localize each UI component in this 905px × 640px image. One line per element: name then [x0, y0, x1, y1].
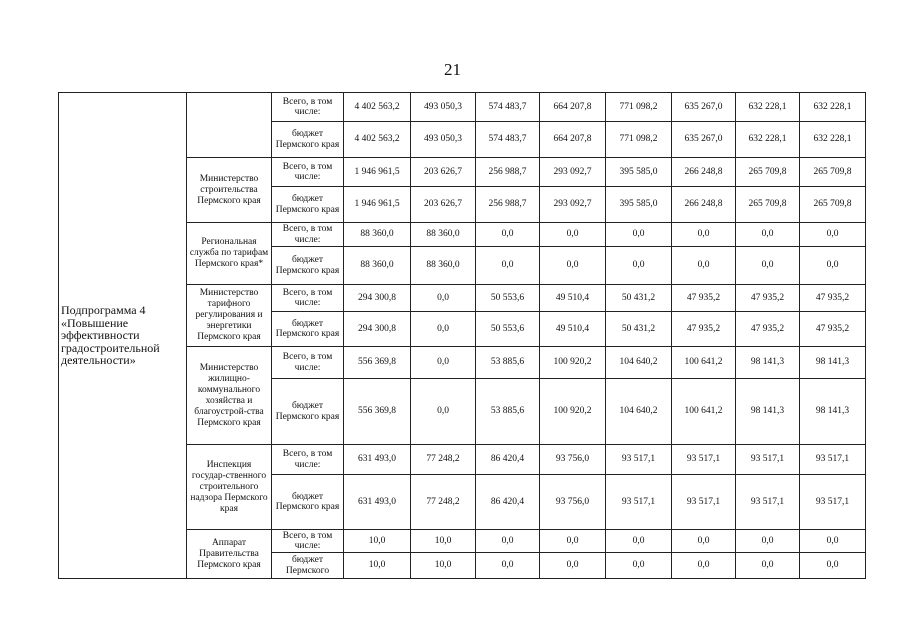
amount-cell: 0,0 [411, 379, 476, 445]
amount-cell: 266 248,8 [672, 187, 736, 223]
amount-cell: 293 092,7 [540, 158, 606, 187]
amount-cell: 632 228,1 [800, 122, 866, 158]
amount-cell: 47 935,2 [672, 312, 736, 347]
amount-cell: 93 517,1 [800, 475, 866, 530]
amount-cell: 10,0 [411, 530, 476, 553]
amount-cell: 98 141,3 [736, 347, 800, 379]
amount-cell: 635 267,0 [672, 122, 736, 158]
amount-cell: 1 946 961,5 [344, 187, 411, 223]
amount-cell: 47 935,2 [736, 285, 800, 312]
amount-cell: 88 360,0 [411, 223, 476, 247]
amount-cell: 0,0 [672, 530, 736, 553]
executor-cell: Министерство строительства Пермского края [187, 158, 272, 223]
amount-cell: 632 228,1 [800, 93, 866, 122]
executor-cell: Инспекция государ-ственного строительного надзора Пермского края [187, 445, 272, 530]
amount-cell: 4 402 563,2 [344, 93, 411, 122]
amount-cell: 0,0 [411, 285, 476, 312]
amount-cell: 395 585,0 [606, 187, 672, 223]
amount-cell: 256 988,7 [476, 158, 540, 187]
amount-cell: 50 431,2 [606, 285, 672, 312]
amount-cell: 50 553,6 [476, 312, 540, 347]
amount-cell: 0,0 [411, 347, 476, 379]
amount-cell: 574 483,7 [476, 93, 540, 122]
amount-cell: 49 510,4 [540, 312, 606, 347]
amount-cell: 635 267,0 [672, 93, 736, 122]
amount-cell: 0,0 [736, 247, 800, 285]
amount-cell: 0,0 [800, 553, 866, 579]
amount-cell: 0,0 [540, 530, 606, 553]
amount-cell: 0,0 [736, 530, 800, 553]
amount-cell: 88 360,0 [344, 223, 411, 247]
amount-cell: 0,0 [476, 530, 540, 553]
amount-cell: 0,0 [476, 223, 540, 247]
funding-source-cell: Всего, в том числе: [272, 223, 344, 247]
funding-source-cell: бюджет Пермского [272, 553, 344, 579]
amount-cell: 556 369,8 [344, 347, 411, 379]
amount-cell: 77 248,2 [411, 445, 476, 475]
amount-cell: 574 483,7 [476, 122, 540, 158]
funding-source-cell: бюджет Пермского края [272, 379, 344, 445]
amount-cell: 256 988,7 [476, 187, 540, 223]
amount-cell: 631 493,0 [344, 475, 411, 530]
amount-cell: 93 517,1 [672, 445, 736, 475]
amount-cell: 294 300,8 [344, 285, 411, 312]
page-number: 21 [444, 60, 461, 79]
amount-cell: 0,0 [736, 553, 800, 579]
amount-cell: 0,0 [606, 247, 672, 285]
amount-cell: 294 300,8 [344, 312, 411, 347]
amount-cell: 664 207,8 [540, 122, 606, 158]
amount-cell: 86 420,4 [476, 475, 540, 530]
table-row [59, 93, 866, 122]
funding-source-cell: Всего, в том числе: [272, 285, 344, 312]
amount-cell: 203 626,7 [411, 158, 476, 187]
amount-cell: 0,0 [411, 312, 476, 347]
amount-cell: 47 935,2 [800, 285, 866, 312]
amount-cell: 631 493,0 [344, 445, 411, 475]
executor-cell: Министерство жилищно-коммунального хозяйства и благоустрой-ства Пермского края [187, 347, 272, 445]
funding-source-cell: бюджет Пермского края [272, 312, 344, 347]
amount-cell: 104 640,2 [606, 379, 672, 445]
amount-cell: 632 228,1 [736, 93, 800, 122]
amount-cell: 632 228,1 [736, 122, 800, 158]
amount-cell: 266 248,8 [672, 158, 736, 187]
amount-cell: 4 402 563,2 [344, 122, 411, 158]
amount-cell: 50 431,2 [606, 312, 672, 347]
funding-source-cell: Всего, в том числе: [272, 93, 344, 122]
funding-source-cell: бюджет Пермского края [272, 122, 344, 158]
amount-cell: 100 641,2 [672, 347, 736, 379]
amount-cell: 0,0 [800, 223, 866, 247]
amount-cell: 47 935,2 [672, 285, 736, 312]
amount-cell: 771 098,2 [606, 122, 672, 158]
amount-cell: 100 641,2 [672, 379, 736, 445]
amount-cell: 0,0 [800, 247, 866, 285]
amount-cell: 203 626,7 [411, 187, 476, 223]
executor-cell: Региональная служба по тарифам Пермского края* [187, 223, 272, 285]
amount-cell: 93 517,1 [672, 475, 736, 530]
amount-cell: 49 510,4 [540, 285, 606, 312]
funding-source-cell: Всего, в том числе: [272, 445, 344, 475]
amount-cell: 265 709,8 [736, 158, 800, 187]
amount-cell: 0,0 [476, 553, 540, 579]
amount-cell: 50 553,6 [476, 285, 540, 312]
amount-cell: 493 050,3 [411, 93, 476, 122]
funding-source-cell: бюджет Пермского края [272, 187, 344, 223]
amount-cell: 93 517,1 [800, 445, 866, 475]
amount-cell: 10,0 [344, 530, 411, 553]
amount-cell: 0,0 [540, 223, 606, 247]
amount-cell: 395 585,0 [606, 158, 672, 187]
amount-cell: 86 420,4 [476, 445, 540, 475]
amount-cell: 53 885,6 [476, 379, 540, 445]
amount-cell: 93 756,0 [540, 475, 606, 530]
amount-cell: 93 517,1 [736, 445, 800, 475]
amount-cell: 0,0 [606, 223, 672, 247]
executor-cell [187, 93, 272, 158]
amount-cell: 0,0 [672, 553, 736, 579]
amount-cell: 47 935,2 [800, 312, 866, 347]
amount-cell: 93 517,1 [606, 445, 672, 475]
funding-source-cell: Всего, в том числе: [272, 347, 344, 379]
amount-cell: 0,0 [540, 553, 606, 579]
amount-cell: 100 920,2 [540, 379, 606, 445]
amount-cell: 265 709,8 [800, 187, 866, 223]
amount-cell: 98 141,3 [736, 379, 800, 445]
amount-cell: 47 935,2 [736, 312, 800, 347]
amount-cell: 98 141,3 [800, 379, 866, 445]
amount-cell: 88 360,0 [411, 247, 476, 285]
amount-cell: 93 517,1 [606, 475, 672, 530]
amount-cell: 0,0 [540, 247, 606, 285]
executor-cell: Министерство тарифного регулирования и энергетики Пермского края [187, 285, 272, 347]
amount-cell: 0,0 [606, 553, 672, 579]
funding-source-cell: бюджет Пермского края [272, 247, 344, 285]
amount-cell: 98 141,3 [800, 347, 866, 379]
amount-cell: 104 640,2 [606, 347, 672, 379]
budget-table [58, 92, 866, 579]
amount-cell: 77 248,2 [411, 475, 476, 530]
amount-cell: 493 050,3 [411, 122, 476, 158]
amount-cell: 293 092,7 [540, 187, 606, 223]
amount-cell: 265 709,8 [736, 187, 800, 223]
executor-cell: Аппарат Правительства Пермского края [187, 530, 272, 579]
amount-cell: 0,0 [606, 530, 672, 553]
amount-cell: 0,0 [800, 530, 866, 553]
amount-cell: 771 098,2 [606, 93, 672, 122]
amount-cell: 0,0 [736, 223, 800, 247]
amount-cell: 93 756,0 [540, 445, 606, 475]
amount-cell: 556 369,8 [344, 379, 411, 445]
amount-cell: 1 946 961,5 [344, 158, 411, 187]
amount-cell: 0,0 [672, 247, 736, 285]
amount-cell: 0,0 [672, 223, 736, 247]
amount-cell: 10,0 [344, 553, 411, 579]
funding-source-cell: Всего, в том числе: [272, 158, 344, 187]
amount-cell: 664 207,8 [540, 93, 606, 122]
program-name: Подпрограмма 4 «Повышение эффективности градостроительной деятельности» [59, 93, 187, 579]
amount-cell: 93 517,1 [736, 475, 800, 530]
amount-cell: 88 360,0 [344, 247, 411, 285]
amount-cell: 0,0 [476, 247, 540, 285]
funding-source-cell: бюджет Пермского края [272, 475, 344, 530]
funding-source-cell: Всего, в том числе: [272, 530, 344, 553]
amount-cell: 100 920,2 [540, 347, 606, 379]
amount-cell: 10,0 [411, 553, 476, 579]
amount-cell: 53 885,6 [476, 347, 540, 379]
amount-cell: 265 709,8 [800, 158, 866, 187]
